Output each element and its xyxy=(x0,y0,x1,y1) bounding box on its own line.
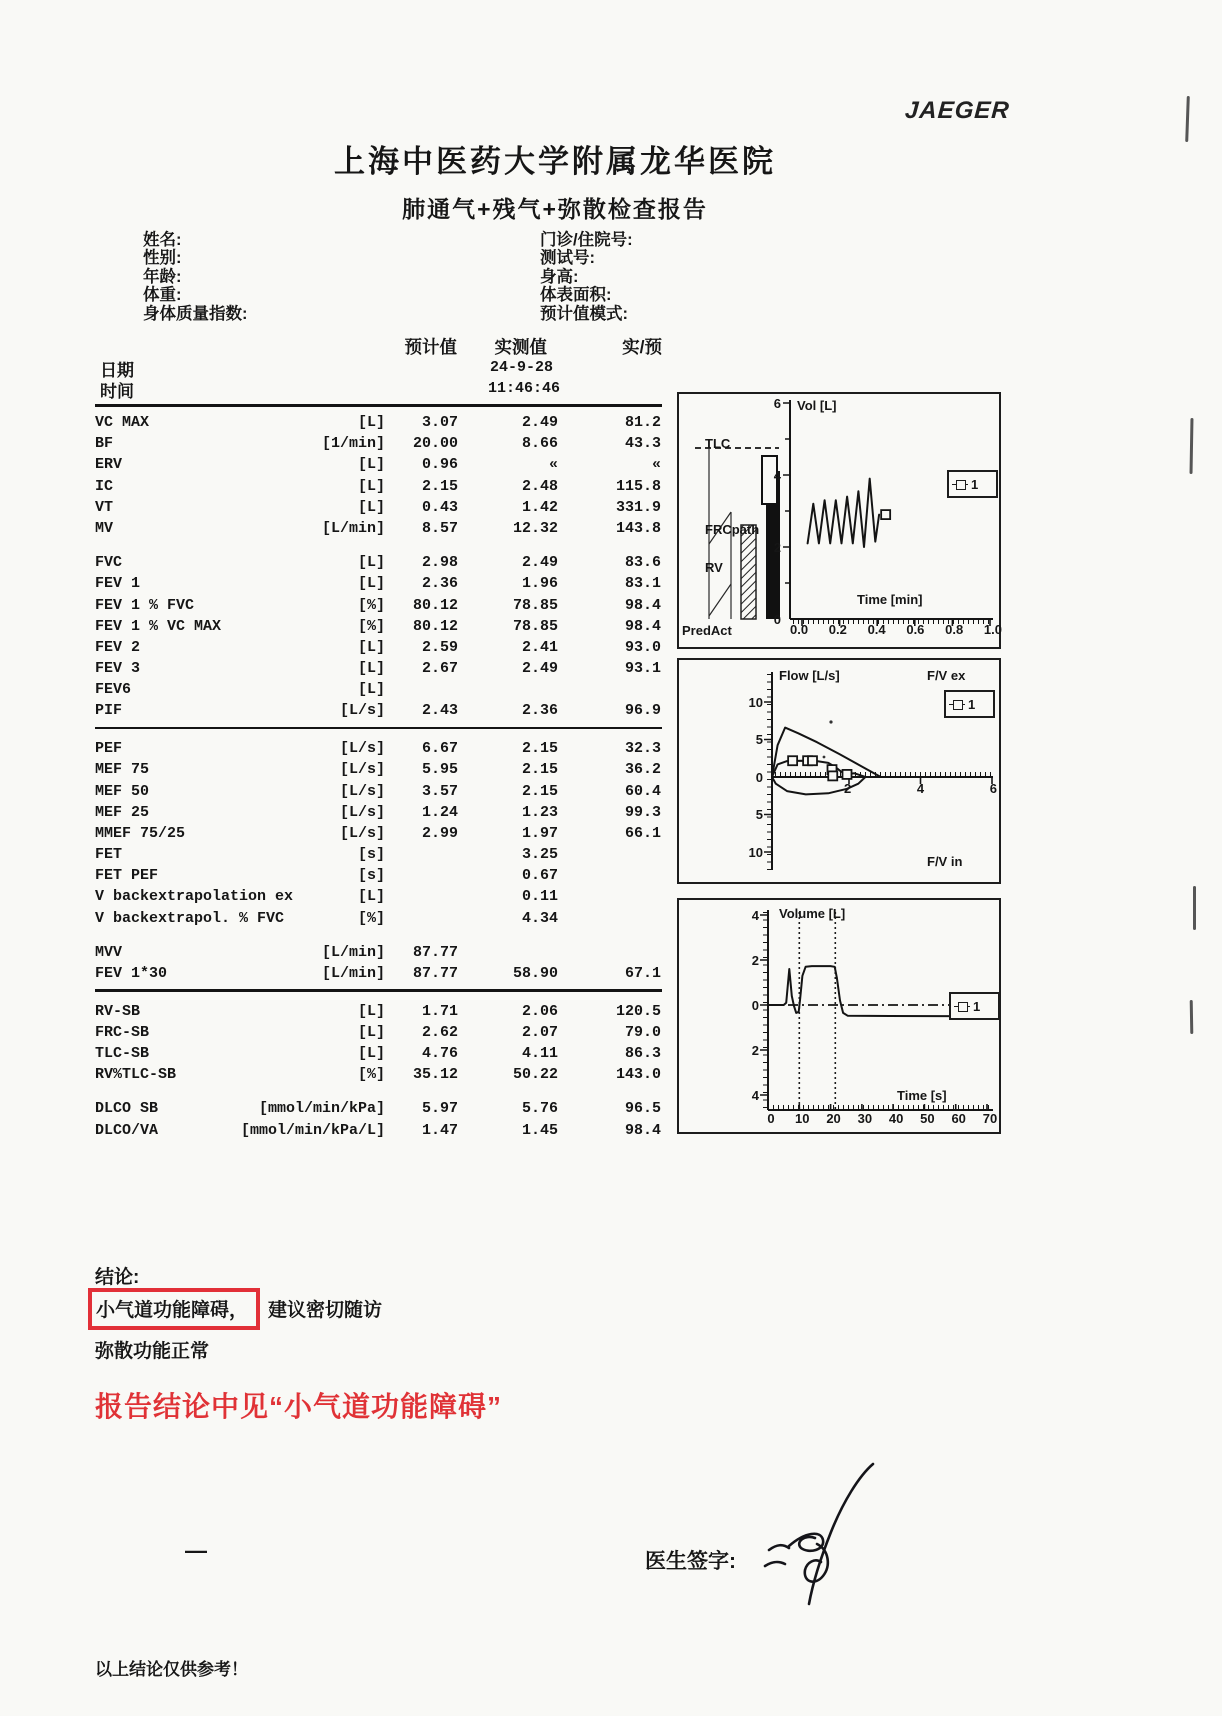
ratio-value: 96.9 xyxy=(624,702,661,720)
param-name: MV xyxy=(95,519,114,537)
table-row xyxy=(95,1001,662,1022)
ratio-value: 93.1 xyxy=(624,660,661,678)
tick-label: 0.0 xyxy=(790,622,809,637)
param-unit: [s] xyxy=(357,846,385,864)
param-name: TLC-SB xyxy=(95,1045,150,1063)
measured-value: 78.85 xyxy=(512,596,558,614)
param-unit: [1/min] xyxy=(321,435,385,453)
predicted-value: 0.96 xyxy=(421,456,458,474)
param-name: DLCO/VA xyxy=(95,1121,159,1139)
ratio-value: 81.2 xyxy=(624,414,661,431)
patient-fields-left xyxy=(143,231,248,323)
tick-label: 5 xyxy=(755,807,763,822)
ratio-value: 98.4 xyxy=(624,617,661,635)
report-title: 肺通气+残气+弥散检查报告 xyxy=(402,196,708,222)
param-unit: [L/s] xyxy=(339,824,385,842)
hospital-title: 上海中医药大学附属龙华医院 xyxy=(334,144,776,179)
table-row xyxy=(95,700,662,721)
tick-label: 40 xyxy=(888,1111,904,1126)
param-unit: [%] xyxy=(357,596,385,614)
predicted-value: 35.12 xyxy=(412,1066,458,1084)
measured-value: 4.34 xyxy=(521,909,558,927)
tick-label: 10 xyxy=(748,844,763,860)
ratio-value: 99.3 xyxy=(624,803,661,821)
param-unit: [L/min] xyxy=(321,943,385,961)
param-unit: [L/s] xyxy=(339,803,385,821)
param-name: MMEF 75/25 xyxy=(95,824,186,842)
param-name: DLCO SB xyxy=(95,1100,159,1118)
doctor-signature xyxy=(755,1450,895,1630)
table-row xyxy=(95,497,662,518)
tick-label: 4 xyxy=(773,468,781,483)
measured-value: 2.36 xyxy=(521,702,558,720)
patient-field-label: 姓名: xyxy=(143,231,182,249)
ratio-value: 143.0 xyxy=(615,1066,661,1084)
scan-artifact xyxy=(1185,96,1190,142)
tick-label: 4 xyxy=(751,907,759,923)
param-name: FEV6 xyxy=(95,681,132,699)
chart-tidal-volume-time xyxy=(677,392,1001,649)
predicted-value: 80.12 xyxy=(412,596,458,614)
ratio-value: 79.0 xyxy=(624,1023,661,1041)
tick-label: 2 xyxy=(751,952,759,968)
tick-label: 0 xyxy=(751,997,759,1013)
legend-marker-icon xyxy=(954,1006,970,1007)
x-axis-title: Time [s] xyxy=(897,1088,947,1103)
param-name: MVV xyxy=(95,943,123,961)
param-name: FEV 3 xyxy=(95,660,141,678)
tlc-label: TLC xyxy=(705,436,731,451)
series-predicted-expiratory xyxy=(772,728,881,777)
predicted-value: 1.24 xyxy=(421,803,458,821)
jaeger-logo: JAEGER xyxy=(904,97,1011,124)
param-unit: [%] xyxy=(357,617,385,635)
measured-value: 2.41 xyxy=(521,638,558,656)
predicted-value: 1.71 xyxy=(421,1002,458,1020)
param-name: FET PEF xyxy=(95,867,159,885)
ratio-value: 98.4 xyxy=(624,596,661,614)
param-name: PEF xyxy=(95,740,123,758)
tick-label: 4 xyxy=(751,1087,759,1103)
measured-value: 1.97 xyxy=(521,824,558,842)
disclaimer: 以上结论仅供参考！ xyxy=(95,1660,248,1679)
param-unit: [L/s] xyxy=(339,761,385,779)
measured-value: 4.11 xyxy=(521,1045,558,1063)
table-row xyxy=(95,886,662,907)
y-tick-labels xyxy=(763,396,781,627)
measured-value: 2.06 xyxy=(521,1002,558,1020)
predicted-value: 2.67 xyxy=(421,660,458,678)
tick-label: 0 xyxy=(773,612,781,627)
ratio-value: 43.3 xyxy=(624,435,661,453)
predicted-value: 80.12 xyxy=(412,617,458,635)
results-table-body xyxy=(95,412,662,1141)
table-row xyxy=(95,963,662,984)
measured-value: 78.85 xyxy=(512,617,558,635)
legend-label: 1 xyxy=(971,476,979,492)
col-header-measured: 实测值 xyxy=(494,337,547,357)
curve-legend xyxy=(944,690,995,718)
tick-label: 2 xyxy=(773,540,781,555)
param-name: IC xyxy=(95,477,114,495)
param-unit: [L] xyxy=(357,414,385,431)
ratio-value: 93.0 xyxy=(624,638,661,656)
param-unit: [mmol/min/kPa] xyxy=(258,1100,385,1118)
test-time: 11:46:46 xyxy=(487,380,560,397)
table-row xyxy=(95,454,662,475)
patient-field-label: 身高: xyxy=(540,267,579,286)
doctor-signature-label: 医生签字: xyxy=(645,1550,736,1573)
data-point-marker xyxy=(881,510,890,519)
predicted-value: 20.00 xyxy=(412,435,458,453)
table-row xyxy=(95,595,662,616)
tick-label: 2 xyxy=(751,1042,759,1058)
table-row xyxy=(95,759,662,780)
conclusion-label: 结论: xyxy=(95,1267,140,1288)
table-row xyxy=(95,637,662,658)
table-row xyxy=(95,802,662,823)
param-unit: [L] xyxy=(357,660,385,678)
table-row xyxy=(95,1120,662,1141)
table-row xyxy=(95,1098,662,1119)
y-axis-title: Volume [L] xyxy=(779,906,846,921)
patient-field-label: 预计值模式: xyxy=(540,304,628,323)
measured-value: 50.22 xyxy=(512,1066,558,1084)
measured-value: 2.49 xyxy=(521,414,558,431)
highlighted-finding: 小气道功能障碍， xyxy=(96,1300,249,1321)
ratio-value: 67.1 xyxy=(624,965,661,982)
patient-field-label: 性别: xyxy=(143,249,182,268)
dash-mark: — xyxy=(185,1538,207,1563)
param-unit: [L] xyxy=(357,1002,385,1020)
table-row xyxy=(95,1064,662,1085)
legend-marker-icon xyxy=(949,704,965,705)
measured-value: 0.67 xyxy=(521,867,558,885)
data-point-marker xyxy=(843,770,852,779)
table-row xyxy=(95,908,662,929)
scan-artifact xyxy=(1193,886,1196,930)
patient-fields-right xyxy=(540,231,633,323)
param-name: VT xyxy=(95,498,114,516)
measured-value: 1.96 xyxy=(521,575,558,593)
param-unit: [%] xyxy=(357,909,385,927)
table-row xyxy=(95,518,662,539)
predicted-value: 8.57 xyxy=(421,519,458,537)
date-label: 日期 xyxy=(100,361,134,380)
param-name: ERV xyxy=(95,456,123,474)
ratio-value: « xyxy=(651,456,661,474)
ratio-value: 120.5 xyxy=(615,1002,661,1020)
measured-value: 8.66 xyxy=(521,435,558,453)
measured-value: 58.90 xyxy=(512,965,558,982)
measured-value: 2.15 xyxy=(521,782,558,800)
param-unit: [L] xyxy=(357,1023,385,1041)
measured-value: 1.42 xyxy=(521,498,558,516)
param-unit: [L] xyxy=(357,888,385,906)
predicted-value: 87.77 xyxy=(412,965,458,982)
legend-marker-icon xyxy=(952,484,968,485)
ratio-value: 96.5 xyxy=(624,1100,661,1118)
predicted-value: 2.62 xyxy=(421,1023,458,1041)
patient-field-label: 体表面积: xyxy=(540,286,612,305)
param-unit: [L/min] xyxy=(321,519,385,537)
table-row xyxy=(95,844,662,865)
param-unit: [L] xyxy=(357,477,385,495)
chart-volume-time xyxy=(677,898,1001,1134)
curve-legend xyxy=(947,470,998,498)
param-unit: [L] xyxy=(357,554,385,572)
conclusion-line1 xyxy=(88,1288,382,1330)
measured-value: 0.11 xyxy=(521,888,558,906)
table-row xyxy=(95,412,662,433)
measured-value: « xyxy=(548,456,558,474)
predicted-value: 5.97 xyxy=(421,1100,458,1118)
predicted-value: 2.36 xyxy=(421,575,458,593)
ratio-value: 66.1 xyxy=(624,824,661,842)
data-point-marker xyxy=(788,756,797,765)
predicted-value: 3.07 xyxy=(421,414,458,431)
param-unit: [s] xyxy=(357,867,385,885)
data-point-marker xyxy=(808,756,817,765)
tick-label: 20 xyxy=(826,1111,841,1126)
param-name: MEF 25 xyxy=(95,803,150,821)
curve-legend xyxy=(949,992,1000,1020)
legend-label: 1 xyxy=(968,696,976,712)
tick-label: 0.2 xyxy=(828,622,847,637)
measured-value: 5.76 xyxy=(521,1100,558,1118)
measured-value: 2.49 xyxy=(521,554,558,572)
scan-artifact xyxy=(1190,418,1194,474)
param-unit: [%] xyxy=(357,1066,385,1084)
col-header-predicted: 预计值 xyxy=(404,337,457,357)
param-name: FEV 1*30 xyxy=(95,965,168,982)
fv-in-label: F/V in xyxy=(927,854,963,869)
param-name: V backextrapolation ex xyxy=(95,888,294,906)
ratio-value: 98.4 xyxy=(624,1121,661,1139)
tick-label: 0.4 xyxy=(867,622,886,637)
param-unit: [L] xyxy=(357,498,385,516)
fv-ex-label: F/V ex xyxy=(927,668,966,683)
param-name: MEF 50 xyxy=(95,782,150,800)
ratio-value: 36.2 xyxy=(624,761,661,779)
y-axis-title: Vol [L] xyxy=(797,398,837,413)
measured-value: 2.07 xyxy=(521,1023,558,1041)
param-name: FEV 2 xyxy=(95,638,141,656)
tick-label: 0 xyxy=(767,1111,775,1126)
param-unit: [L] xyxy=(357,638,385,656)
predicted-value: 2.59 xyxy=(421,638,458,656)
measured-value: 2.15 xyxy=(521,740,558,758)
tick-label: 10 xyxy=(795,1111,810,1126)
param-name: RV-SB xyxy=(95,1002,141,1020)
predicted-value: 2.15 xyxy=(421,477,458,495)
predicted-value: 3.57 xyxy=(421,782,458,800)
predicted-value: 5.95 xyxy=(421,761,458,779)
param-unit: [L/s] xyxy=(339,782,385,800)
tick-label: 4 xyxy=(916,781,925,796)
param-name: VC MAX xyxy=(95,414,150,431)
param-name: MEF 75 xyxy=(95,761,150,779)
legend-label: 1 xyxy=(973,998,981,1014)
param-unit: [L/s] xyxy=(339,740,385,758)
param-name: RV%TLC-SB xyxy=(95,1066,177,1084)
chart-flow-volume xyxy=(677,658,1001,884)
x-tick-labels xyxy=(790,622,1002,637)
table-row xyxy=(95,573,662,594)
table-row xyxy=(95,865,662,886)
frc-label: FRCpath xyxy=(705,522,760,537)
tick-label: 1.0 xyxy=(983,622,1002,637)
param-name: PIF xyxy=(95,702,123,720)
highlight-box xyxy=(88,1288,260,1330)
predicted-value: 2.98 xyxy=(421,554,458,572)
tick-label: 6 xyxy=(773,396,781,411)
x-tick-labels xyxy=(844,781,997,796)
measured-value: 2.48 xyxy=(521,477,558,495)
predicted-value: 87.77 xyxy=(412,943,458,961)
param-unit: [mmol/min/kPa/L] xyxy=(240,1121,385,1139)
param-unit: [L] xyxy=(357,456,385,474)
table-row xyxy=(95,658,662,679)
predicted-value: 0.43 xyxy=(421,498,458,516)
y-tick-labels xyxy=(737,695,763,860)
tick-label: 10 xyxy=(748,694,763,710)
measured-value: 2.49 xyxy=(521,660,558,678)
tick-label: 50 xyxy=(920,1111,935,1126)
patient-field-label: 身体质量指数: xyxy=(143,304,248,323)
measured-value: 2.15 xyxy=(521,761,558,779)
conclusion-line2: 弥散功能正常 xyxy=(95,1341,210,1362)
tick-label: 30 xyxy=(857,1111,873,1126)
rv-label: RV xyxy=(705,560,723,575)
measured-value: 3.25 xyxy=(521,846,558,864)
param-name: FEV 1 % VC MAX xyxy=(95,617,222,635)
conclusion-suffix: 建议密切随访 xyxy=(268,1300,383,1321)
predicted-value: 1.47 xyxy=(421,1121,458,1139)
y-axis-title: Flow [L/s] xyxy=(779,668,840,683)
table-row xyxy=(95,781,662,802)
param-name: FEV 1 xyxy=(95,575,141,593)
tick-label: 0.8 xyxy=(945,622,964,637)
param-unit: [L] xyxy=(357,1045,385,1063)
ratio-value: 83.1 xyxy=(624,575,661,593)
predicted-value: 6.67 xyxy=(421,740,458,758)
x-tick-labels xyxy=(762,1111,999,1126)
ratio-value: 115.8 xyxy=(615,477,661,495)
param-name: FVC xyxy=(95,554,123,572)
param-name: FEV 1 % FVC xyxy=(95,596,195,614)
ratio-value: 32.3 xyxy=(624,740,661,758)
table-row xyxy=(95,616,662,637)
measured-value: 12.32 xyxy=(512,519,558,537)
tick-label: 2 xyxy=(844,781,852,796)
param-name: FET xyxy=(95,846,123,864)
table-row xyxy=(95,942,662,963)
divider xyxy=(95,989,662,992)
ratio-value: 83.6 xyxy=(624,554,661,572)
ratio-value: 143.8 xyxy=(615,519,661,537)
param-unit: [L] xyxy=(357,681,385,699)
table-row xyxy=(95,823,662,844)
table-row xyxy=(95,552,662,573)
param-name: FRC-SB xyxy=(95,1023,150,1041)
measured-value: 1.23 xyxy=(521,803,558,821)
param-unit: [L] xyxy=(357,575,385,593)
table-row xyxy=(95,1043,662,1064)
table-row xyxy=(95,433,662,454)
divider xyxy=(95,727,662,730)
ratio-value: 60.4 xyxy=(624,782,661,800)
tick-label: 0 xyxy=(755,769,763,785)
x-axis-title: Time [min] xyxy=(857,592,923,607)
tick-label: 70 xyxy=(982,1111,998,1126)
table-row xyxy=(95,1022,662,1043)
predicted-value: 4.76 xyxy=(421,1045,458,1063)
red-annotation: 报告结论中见“小气道功能障碍” xyxy=(95,1391,503,1422)
ratio-value: 331.9 xyxy=(615,498,661,516)
table-row xyxy=(95,679,662,700)
divider xyxy=(95,404,662,407)
ratio-value: 86.3 xyxy=(624,1045,661,1063)
predicted-value: 2.43 xyxy=(421,702,458,720)
tick-label: 6 xyxy=(989,781,997,796)
y-tick-labels xyxy=(735,908,759,1103)
predicted-value: 2.99 xyxy=(421,824,458,842)
patient-field-label: 年龄: xyxy=(143,267,182,286)
patient-field-label: 体重: xyxy=(143,286,182,305)
param-name: V backextrapol. % FVC xyxy=(95,909,285,927)
test-date: 24-9-28 xyxy=(489,359,553,376)
tick-label: 0.6 xyxy=(906,622,925,637)
measured-value: 1.45 xyxy=(521,1121,558,1139)
patient-field-label: 门诊/住院号: xyxy=(540,231,633,249)
series-tidal-breathing xyxy=(808,479,880,547)
col-header-ratio: 实/预 xyxy=(622,337,662,357)
tick-label: 60 xyxy=(951,1111,966,1126)
param-unit: [L/s] xyxy=(339,702,385,720)
table-row xyxy=(95,738,662,759)
param-name: BF xyxy=(95,435,114,453)
scan-artifact xyxy=(1190,1000,1194,1034)
param-unit: [L/min] xyxy=(321,965,385,982)
data-point-marker xyxy=(828,771,837,780)
pred-act-label: PredAct xyxy=(682,623,732,638)
patient-field-label: 测试号: xyxy=(540,249,595,268)
tick-label: 5 xyxy=(755,732,763,747)
table-row xyxy=(95,476,662,497)
time-label: 时间 xyxy=(100,382,134,401)
